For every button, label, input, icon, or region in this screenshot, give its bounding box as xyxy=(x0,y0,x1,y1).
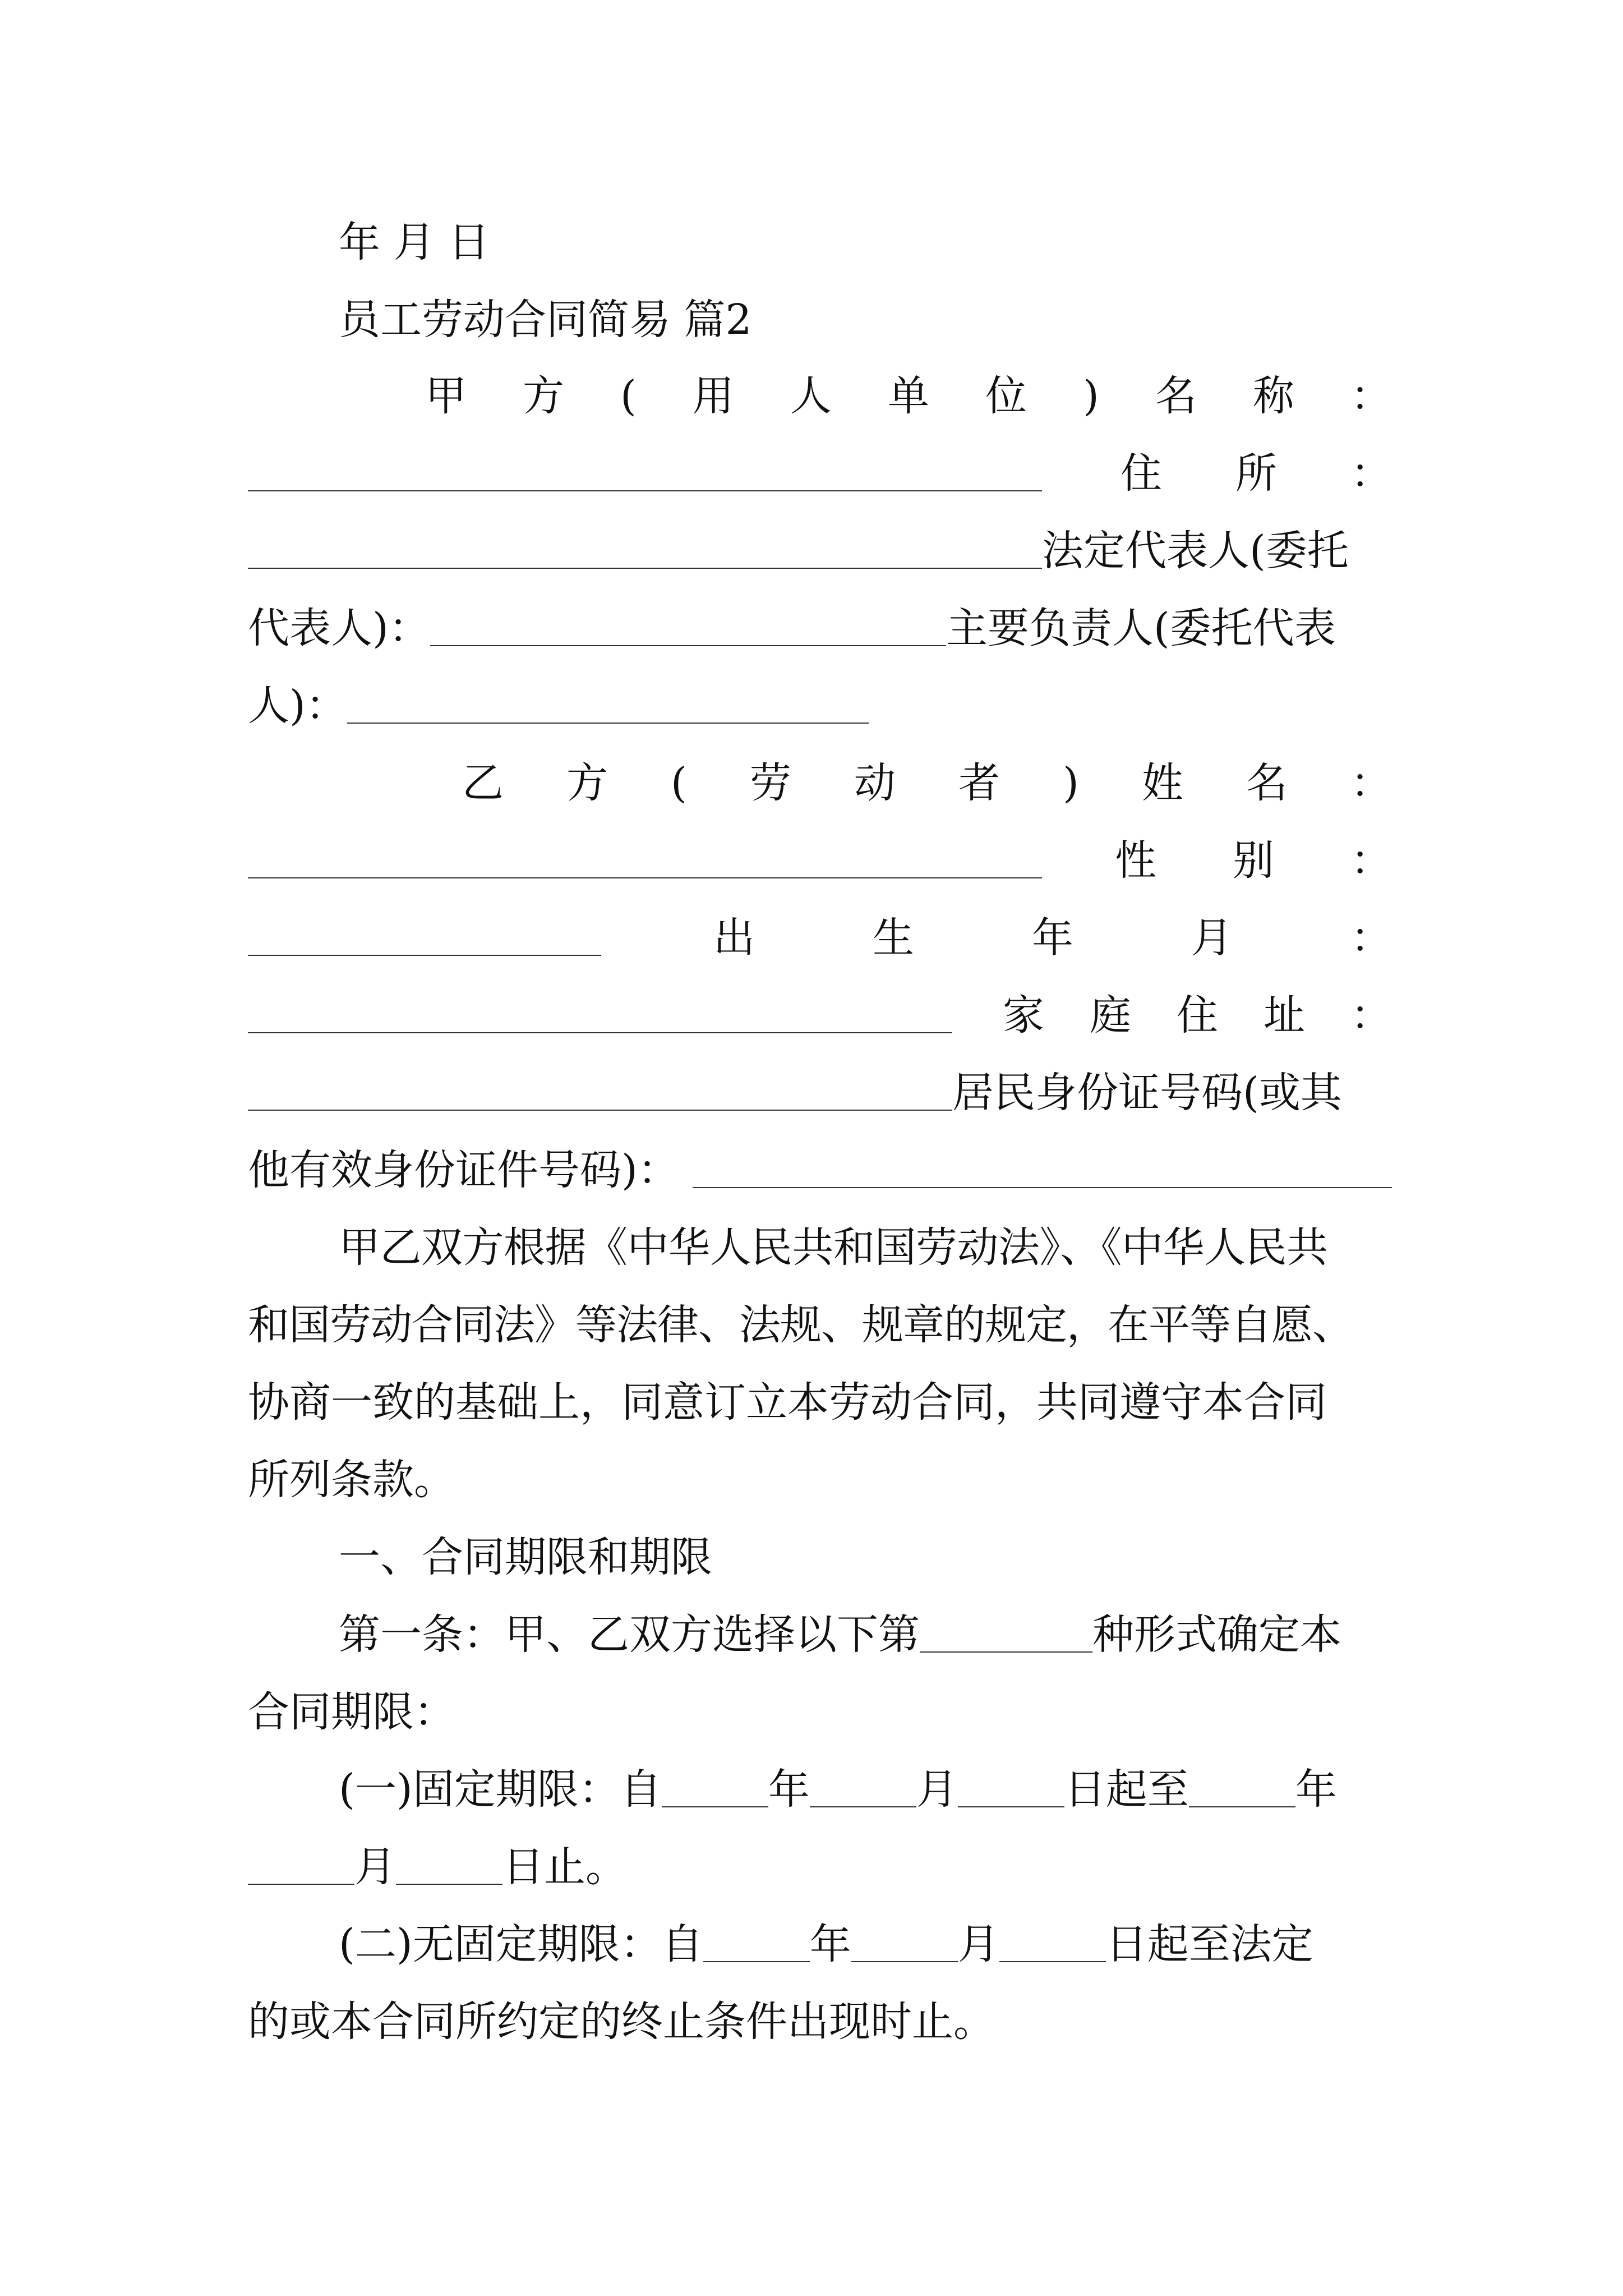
label-char: ： xyxy=(1350,914,1392,962)
legal-rep-row-2 xyxy=(248,595,1392,662)
date-line xyxy=(248,209,1392,276)
label-char: 出 xyxy=(713,914,755,962)
main-person-label: 主要负责人(委托代表 xyxy=(946,604,1336,652)
party-b-gender-blank[interactable] xyxy=(248,920,601,956)
intro-text: 和国劳动合同法》等法律、法规、规章的规定，在平等自愿、 xyxy=(248,1301,1353,1349)
section-heading xyxy=(248,1524,1392,1591)
open-term-text: 的或本合同所约定的终止条件出现时止。 xyxy=(248,1998,995,2046)
label-char: 性 xyxy=(1115,836,1156,885)
label-char: 生 xyxy=(873,914,914,962)
open-term-label: (二)无固定期限：自 xyxy=(339,1920,703,1968)
party-a-address-blank[interactable] xyxy=(248,533,1042,569)
label-char: ： xyxy=(1350,991,1392,1039)
fixed-start-day-blank[interactable] xyxy=(958,1772,1064,1807)
label-char: 用 xyxy=(692,372,734,420)
legal-rep-blank[interactable] xyxy=(430,610,946,646)
fixed-end-year-blank[interactable] xyxy=(1189,1772,1295,1807)
article-1-text-a: 第一条：甲、乙双方选择以下第 xyxy=(339,1611,920,1659)
label-char: ) xyxy=(1082,372,1099,420)
intro-text: 所列条款。 xyxy=(248,1456,455,1504)
fixed-start-year-blank[interactable] xyxy=(662,1772,768,1807)
label-char: ： xyxy=(1350,449,1392,498)
end-label: 日止。 xyxy=(502,1843,627,1891)
label-char: 位 xyxy=(985,372,1027,420)
party-b-birth-blank[interactable] xyxy=(248,997,952,1033)
intro-text: 甲乙双方根据《中华人民共和国劳动法》、《中华人民共 xyxy=(339,1223,1328,1272)
document-title: 员工劳动合同简易 篇2 xyxy=(339,296,752,344)
intro-text: 协商一致的基础上，同意订立本劳动合同，共同遵守本合同 xyxy=(248,1378,1327,1427)
label-char: 劳 xyxy=(749,759,791,807)
section-1-title: 一、合同期限和期限 xyxy=(339,1533,712,1581)
id-label-cont: 他有效身份证件号码)： xyxy=(248,1146,679,1194)
label-char: ( xyxy=(671,759,687,807)
label-char: 月 xyxy=(1191,914,1233,962)
party-b-gender-chars xyxy=(1042,827,1392,894)
label-char: 单 xyxy=(887,372,929,420)
open-start-day-blank[interactable] xyxy=(999,1926,1106,1962)
party-b-name-label xyxy=(248,749,1392,817)
party-b-gender-row xyxy=(248,827,1392,894)
id-label: 居民身份证号码(或其 xyxy=(952,1069,1342,1117)
party-a-name-label xyxy=(248,362,1392,430)
label-char: ： xyxy=(1350,836,1392,885)
month-label: 月 xyxy=(957,1920,999,1968)
year-label: 年 xyxy=(809,1920,851,1968)
fixed-end-day-blank[interactable] xyxy=(396,1849,502,1885)
label-char: 动 xyxy=(854,759,896,807)
label-char: 所 xyxy=(1235,449,1277,498)
label-char: 者 xyxy=(958,759,1000,807)
legal-rep-label: 法定代表人(委托 xyxy=(1042,527,1349,575)
label-char: 别 xyxy=(1233,836,1274,885)
label-char: 名 xyxy=(1246,759,1288,807)
main-person-row xyxy=(248,672,1392,739)
open-start-month-blank[interactable] xyxy=(851,1926,958,1962)
article-1-row-2 xyxy=(248,1678,1392,1746)
fixed-term-row-2 xyxy=(248,1833,1392,1901)
party-b-birth-chars xyxy=(601,904,1392,972)
label-char: 方 xyxy=(523,372,565,420)
label-char: 称 xyxy=(1252,372,1294,420)
party-b-home-blank[interactable] xyxy=(248,1075,952,1111)
party-a-address-chars xyxy=(1042,440,1392,507)
label-char: ) xyxy=(1062,759,1079,807)
month-label: 月 xyxy=(916,1765,958,1814)
party-a-name-chars xyxy=(425,362,1392,430)
article-1-text-b: 种形式确定本 xyxy=(1092,1611,1341,1659)
month-label: 月 xyxy=(354,1843,396,1891)
section-title xyxy=(248,286,1392,353)
term-type-blank[interactable] xyxy=(920,1617,1092,1653)
label-char: 庭 xyxy=(1090,991,1131,1039)
intro-line xyxy=(248,1369,1392,1436)
label-char: ( xyxy=(620,372,637,420)
label-char: 址 xyxy=(1264,991,1305,1039)
year-label: 年 xyxy=(768,1765,810,1814)
year-label: 年 xyxy=(1295,1765,1337,1814)
main-person-blank[interactable] xyxy=(347,688,869,724)
label-char: 名 xyxy=(1155,372,1197,420)
label-char: 住 xyxy=(1121,449,1162,498)
open-term-row xyxy=(248,1911,1392,1978)
fixed-start-month-blank[interactable] xyxy=(810,1772,916,1807)
label-char: ： xyxy=(1350,759,1392,807)
party-b-name-chars xyxy=(462,749,1392,817)
label-char: 乙 xyxy=(462,759,504,807)
day-from-label: 日起至 xyxy=(1064,1765,1189,1814)
label-char: 家 xyxy=(1003,991,1044,1039)
article-1-row xyxy=(248,1601,1392,1668)
party-a-address-row xyxy=(248,440,1392,507)
label-char: 甲 xyxy=(425,372,467,420)
fixed-term-row xyxy=(248,1756,1392,1823)
open-start-year-blank[interactable] xyxy=(703,1926,810,1962)
party-b-home-chars xyxy=(952,982,1392,1049)
open-term-row-2 xyxy=(248,1988,1392,2055)
legal-rep-row xyxy=(248,517,1392,585)
label-char: 住 xyxy=(1177,991,1218,1039)
fixed-term-label: (一)固定期限：自 xyxy=(339,1765,662,1814)
day-from-label: 日起至法定 xyxy=(1105,1920,1313,1968)
party-a-name-blank[interactable] xyxy=(248,455,1042,491)
label-char: 姓 xyxy=(1141,759,1183,807)
label-char: 人 xyxy=(790,372,832,420)
label-char: ： xyxy=(1350,372,1392,420)
article-1-text-c: 合同期限： xyxy=(248,1688,455,1736)
party-b-id-row xyxy=(248,1059,1392,1126)
party-b-birth-row xyxy=(248,904,1392,972)
intro-line xyxy=(248,1291,1392,1359)
party-b-home-row xyxy=(248,982,1392,1049)
intro-line xyxy=(248,1446,1392,1513)
party-b-id-row-2 xyxy=(248,1137,1392,1204)
party-b-id-blank[interactable] xyxy=(693,1152,1392,1188)
label-char: 年 xyxy=(1032,914,1073,962)
fixed-end-month-blank[interactable] xyxy=(248,1849,354,1885)
legal-rep-label-cont: 代表人)： xyxy=(248,604,430,652)
label-char: 方 xyxy=(566,759,608,807)
party-b-name-blank[interactable] xyxy=(248,843,1042,878)
intro-line xyxy=(248,1214,1392,1281)
main-person-label-cont: 人)： xyxy=(248,682,347,730)
date-text: 年 月 日 xyxy=(339,218,490,266)
